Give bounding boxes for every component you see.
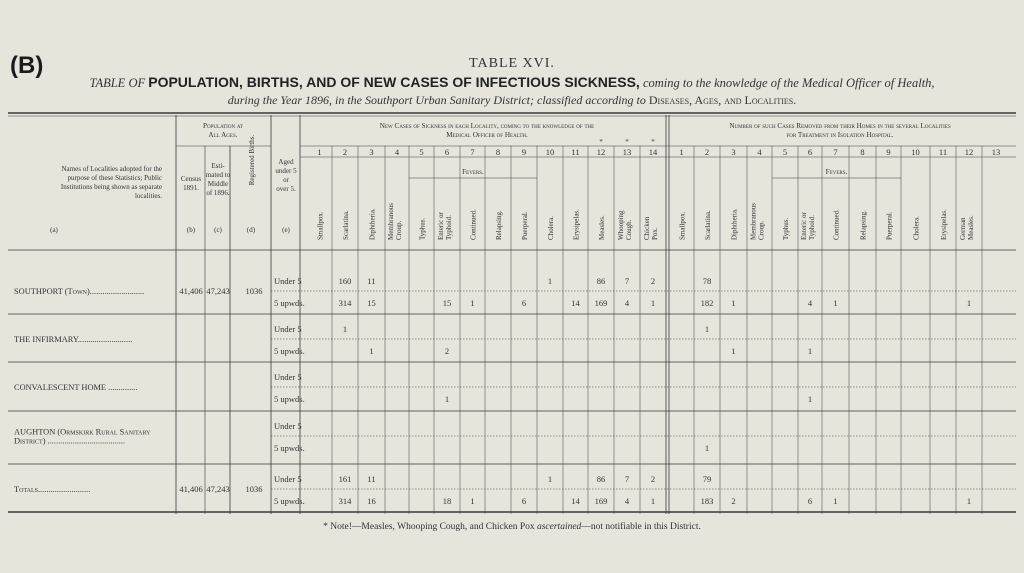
new-disease-label: Continued. <box>469 209 478 240</box>
removed-column-number: 4 <box>757 147 762 157</box>
age-group-label: Under 5 <box>274 474 302 484</box>
removed-column-number: 12 <box>964 147 974 157</box>
new-case-value: 169 <box>594 298 608 308</box>
births-header: Registered Births. <box>248 134 256 186</box>
removed-case-value: 1 <box>731 346 736 356</box>
removed-column-number: 5 <box>782 147 788 157</box>
removed-column-number: 9 <box>886 147 891 157</box>
removed-case-value: 1 <box>833 298 838 308</box>
new-disease-label: Enteric or <box>437 212 445 240</box>
new-case-value: 11 <box>367 474 376 484</box>
new-column-number: 1 <box>317 147 322 157</box>
locality-name: SOUTHPORT (Town).......................... <box>14 287 145 296</box>
new-column-number: 13 <box>622 147 632 157</box>
births-value: 1036 <box>245 484 263 494</box>
age-group-label: 5 upwds. <box>274 443 305 453</box>
new-disease-label: Typhus. <box>418 217 427 240</box>
population-header: All Ages. <box>208 131 238 139</box>
new-column-number: 7 <box>470 147 475 157</box>
new-case-value: 15 <box>367 298 376 308</box>
new-disease-label: Diphtheria. <box>368 208 377 240</box>
locality-name: Totals......................... <box>14 485 91 494</box>
removed-disease-label: Continued. <box>832 209 841 240</box>
column-letter: (b) <box>186 226 196 234</box>
title-main: POPULATION, BIRTHS, AND OF NEW CASES OF INFECTIOUS SICKNESS, <box>148 74 640 90</box>
new-column-number: 5 <box>419 147 424 157</box>
new-column-number: 8 <box>495 147 501 157</box>
new-disease-label: Measles. <box>598 215 606 240</box>
new-case-value: 314 <box>338 298 352 308</box>
new-disease-label: Scarlatina. <box>342 210 350 240</box>
age-group-label: 5 upwds. <box>274 394 305 404</box>
new-column-number: 10 <box>545 147 555 157</box>
title-prefix: TABLE OF <box>89 76 146 90</box>
estimated-header: of 1896. <box>206 189 230 197</box>
census-value: 41,406 <box>179 484 203 494</box>
section-mark: (B) <box>10 52 44 79</box>
age-group-label: 5 upwds. <box>274 298 305 308</box>
new-column-number: 14 <box>648 147 658 157</box>
new-case-value: 14 <box>571 298 580 308</box>
age-group-label: 5 upwds. <box>274 346 305 356</box>
removed-disease-label: Cholera. <box>912 216 921 240</box>
age-group-label: Under 5 <box>274 372 302 382</box>
new-disease-label: Erysipelas. <box>572 209 581 240</box>
table-number: TABLE XVI. <box>469 56 555 71</box>
title-suffix: coming to the knowledge of the Medical Officer of Health, <box>642 76 935 90</box>
new-case-value: 169 <box>594 496 608 506</box>
new-case-value: 2 <box>444 346 450 356</box>
removed-disease-label: Erysipelas. <box>940 209 948 240</box>
new-cases-header: Medical Officer of Health. <box>446 131 528 139</box>
removed-header: Number of such Cases Removed from their Homes in the several Localities <box>729 122 951 130</box>
new-case-value: 4 <box>624 496 630 506</box>
new-case-value: 1 <box>470 298 475 308</box>
removed-case-value: 1 <box>833 496 838 506</box>
localities-header: Names of Localities adopted for the <box>61 165 162 173</box>
removed-column-number: 10 <box>911 147 920 157</box>
localities-header: purpose of these Statistics; Public <box>67 174 162 182</box>
footnote <box>0 522 1024 532</box>
removed-column-number: 8 <box>860 147 865 157</box>
locality-name: District) ..................................... <box>14 436 126 446</box>
estimated-value: 47,243 <box>206 484 230 494</box>
removed-case-value: 1 <box>807 346 813 356</box>
new-column-number: 12 <box>596 147 606 157</box>
column-letter: (e) <box>282 226 290 234</box>
removed-disease-label: German <box>959 217 967 240</box>
new-disease-label: Pox. <box>651 227 659 240</box>
removed-column-number: 1 <box>679 147 684 157</box>
new-case-value: 161 <box>338 474 352 484</box>
removed-disease-label: Typhoid. <box>808 215 816 240</box>
removed-case-value: 1 <box>966 496 972 506</box>
removed-disease-label: Smallpox. <box>678 211 687 240</box>
locality-name: CONVALESCENT HOME .............. <box>14 383 138 392</box>
new-case-value: 6 <box>521 298 527 308</box>
new-case-value: 1 <box>547 276 553 286</box>
removed-case-value: 6 <box>807 496 813 506</box>
new-disease-label: Puerperal. <box>521 211 529 240</box>
removed-case-value: 4 <box>807 298 813 308</box>
new-case-value: 7 <box>624 276 630 286</box>
new-case-value: 314 <box>338 496 352 506</box>
removed-case-value: 182 <box>700 298 714 308</box>
column-letter: (d) <box>246 226 256 234</box>
removed-disease-label: Membranous <box>749 203 758 240</box>
new-disease-label: Smallpox. <box>316 211 325 240</box>
new-case-value: 86 <box>596 474 606 484</box>
removed-column-number: 11 <box>938 147 948 157</box>
removed-disease-label: Puerperal. <box>885 211 894 240</box>
removed-case-value: 1 <box>704 443 710 453</box>
new-column-number: 2 <box>342 147 348 157</box>
removed-column-number: 6 <box>807 147 813 157</box>
births-value: 1036 <box>245 286 263 296</box>
removed-disease-label: Typhus. <box>782 217 790 240</box>
census-value: 41,406 <box>179 286 203 296</box>
new-case-value: 1 <box>342 324 348 334</box>
asterisk-mark: * <box>651 138 655 146</box>
localities-header: localities. <box>134 192 162 200</box>
new-disease-label: Membranous <box>387 203 395 240</box>
new-disease-label: Croup. <box>395 220 403 240</box>
new-case-value: 14 <box>571 496 580 506</box>
new-case-value: 1 <box>444 394 450 404</box>
age-group-label: Under 5 <box>274 276 302 286</box>
aged-header: Aged <box>278 158 294 166</box>
new-case-value: 160 <box>338 276 352 286</box>
new-case-value: 15 <box>442 298 452 308</box>
new-case-value: 1 <box>650 298 656 308</box>
removed-column-number: 13 <box>991 147 1001 157</box>
fevers-header: Fevers. <box>825 168 848 176</box>
aged-header: under 5 <box>275 167 297 175</box>
locality-name: AUGHTON (Ormskirk Rural Sanitary <box>14 427 151 437</box>
new-case-value: 1 <box>650 496 656 506</box>
removed-case-value: 1 <box>731 298 736 308</box>
new-case-value: 86 <box>596 276 606 286</box>
population-header: Population at <box>203 122 243 130</box>
asterisk-mark: * <box>625 138 629 146</box>
column-letter: (a) <box>50 226 58 234</box>
removed-case-value: 2 <box>731 496 736 506</box>
aged-header: or <box>283 176 289 184</box>
column-letter: (c) <box>214 226 222 234</box>
new-cases-header: New Cases of Sickness in each Locality, coming to the knowledge of the <box>379 122 595 130</box>
new-column-number: 4 <box>394 147 400 157</box>
new-disease-label: Chicken <box>643 216 651 240</box>
removed-disease-label: Croup. <box>757 220 766 240</box>
new-case-value: 7 <box>624 474 630 484</box>
removed-column-number: 2 <box>704 147 710 157</box>
new-case-value: 1 <box>369 346 374 356</box>
estimated-header: Middle <box>207 180 229 188</box>
new-case-value: 16 <box>367 496 376 506</box>
removed-case-value: 1 <box>807 394 813 404</box>
locality-name: THE INFIRMARY.......................... <box>14 335 133 344</box>
age-group-label: 5 upwds. <box>274 496 305 506</box>
removed-case-value: 1 <box>966 298 972 308</box>
new-case-value: 1 <box>547 474 553 484</box>
removed-disease-label: Relapsing. <box>859 210 868 240</box>
new-disease-label: Relapsing. <box>495 210 503 240</box>
new-disease-label: Whooping <box>617 210 625 240</box>
footnote-italic: ascertained <box>536 522 582 532</box>
removed-disease-label: Diphtheria. <box>730 208 739 240</box>
aged-header: over 5. <box>276 185 296 193</box>
new-case-value: 1 <box>470 496 475 506</box>
new-case-value: 4 <box>624 298 630 308</box>
subtitle-part-b: Diseases, Ages, and Localities. <box>648 93 797 107</box>
new-case-value: 11 <box>367 276 376 286</box>
age-group-label: Under 5 <box>274 421 302 431</box>
census-header: Census <box>180 175 202 183</box>
census-header: 1891. <box>183 184 199 192</box>
removed-disease-label: Scarlatina. <box>704 210 712 240</box>
removed-case-value: 78 <box>702 276 712 286</box>
subtitle-part-a: during the Year 1896, in the Southport Urban Sanitary District; classified according to <box>227 93 646 107</box>
fevers-header: Fevers. <box>462 168 484 176</box>
estimated-header: mated to <box>205 171 231 179</box>
new-column-number: 9 <box>521 147 527 157</box>
new-column-number: 11 <box>571 147 580 157</box>
removed-case-value: 79 <box>702 474 712 484</box>
removed-column-number: 3 <box>731 147 736 157</box>
new-column-number: 3 <box>369 147 374 157</box>
removed-disease-label: Measles. <box>967 215 975 240</box>
removed-disease-label: Enteric or <box>800 212 808 240</box>
new-case-value: 6 <box>521 496 527 506</box>
new-disease-label: Cholera. <box>547 216 555 240</box>
new-case-value: 18 <box>442 496 452 506</box>
estimated-value: 47,243 <box>206 286 230 296</box>
new-disease-label: Typhoid. <box>445 215 453 240</box>
estimated-header: Esti- <box>211 162 225 170</box>
asterisk-mark: * <box>599 138 603 146</box>
new-case-value: 2 <box>650 276 656 286</box>
removed-column-number: 7 <box>833 147 838 157</box>
new-case-value: 2 <box>650 474 656 484</box>
localities-header: Institutions being shown as separate <box>60 183 162 191</box>
removed-header: for Treatment in Isolation Hospital. <box>786 131 894 139</box>
footnote-prefix: * Note!—Measles, Whooping Cough, and Chicken Pox <box>323 522 535 532</box>
new-disease-label: Cough. <box>625 219 633 240</box>
age-group-label: Under 5 <box>274 324 302 334</box>
new-column-number: 6 <box>444 147 450 157</box>
footnote-suffix: —not notifiable in this District. <box>581 522 701 532</box>
removed-case-value: 183 <box>700 496 714 506</box>
removed-case-value: 1 <box>704 324 710 334</box>
